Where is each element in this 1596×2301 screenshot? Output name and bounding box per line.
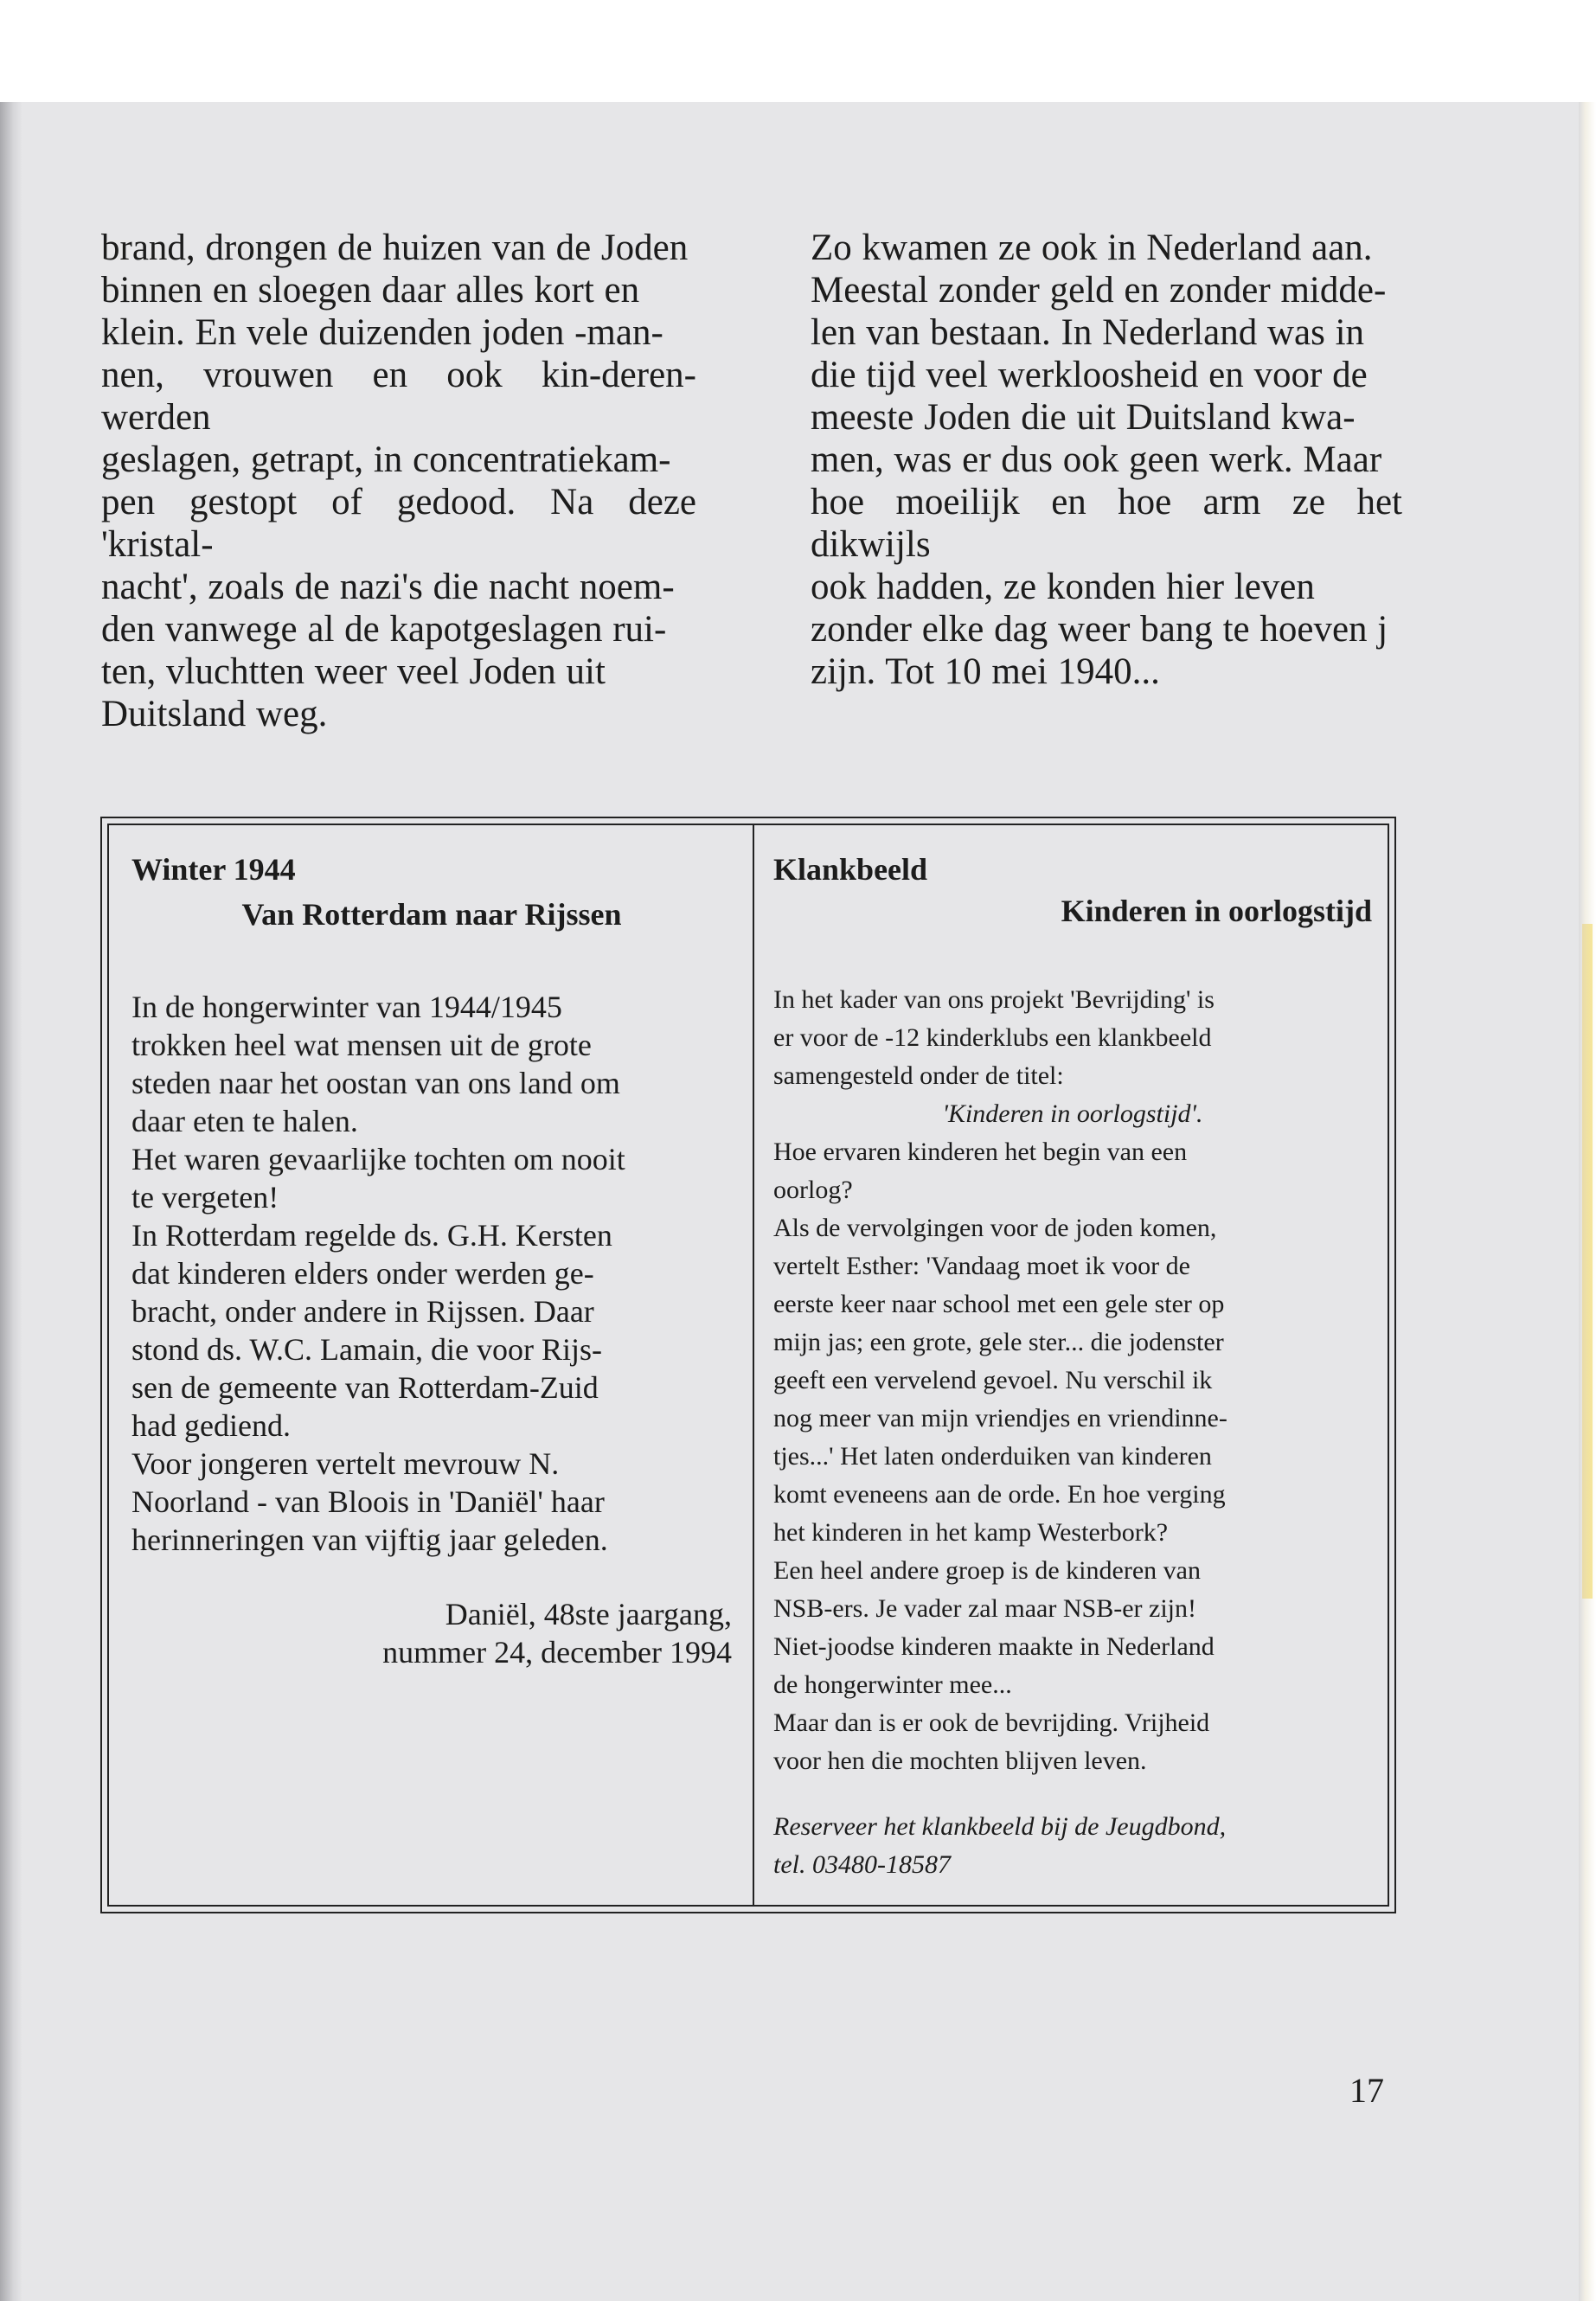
binding-edge xyxy=(0,102,22,2301)
text-line: Als de vervolgingen voor de joden komen, xyxy=(773,1214,1217,1242)
text-line: bracht, onder andere in Rijssen. Daar xyxy=(131,1294,594,1329)
source-credit xyxy=(131,1595,732,1671)
credit-line: nummer 24, december 1994 xyxy=(382,1635,732,1670)
text-line: daar eten te halen. xyxy=(131,1104,358,1138)
winter-subheading: Van Rotterdam naar Rijssen xyxy=(241,897,622,932)
text-line: hoe moeilijk en hoe arm ze het dikwijls xyxy=(811,482,1402,565)
credit-line: Daniël, 48ste jaargang, xyxy=(445,1597,732,1631)
text-line: het kinderen in het kamp Westerbork? xyxy=(773,1518,1169,1547)
text-line: sen de gemeente van Rotterdam-Zuid xyxy=(131,1370,599,1405)
text-line: Het waren gevaarlijke tochten om nooit xyxy=(131,1142,625,1176)
reservation-phone: tel. 03480-18587 xyxy=(773,1850,951,1879)
text-line: binnen en sloegen daar alles kort en xyxy=(101,270,640,311)
klankbeeld-heading: Klankbeeld xyxy=(773,852,928,887)
text-line: zijn. Tot 10 mei 1940... xyxy=(811,651,1160,692)
text-line: len van bestaan. In Nederland was in xyxy=(811,312,1365,353)
text-line: te vergeten! xyxy=(131,1180,279,1215)
text-line: mijn jas; een grote, gele ster... die jodenster xyxy=(773,1328,1224,1356)
text-line: tjes...' Het laten onderduiken van kinderen xyxy=(773,1442,1212,1471)
text-line: eerste keer naar school met een gele ster op xyxy=(773,1290,1225,1318)
klankbeeld-body xyxy=(773,981,1372,1884)
text-line: samengesteld onder de titel: xyxy=(773,1061,1064,1090)
klankbeeld-title: 'Kinderen in oorlogstijd'. xyxy=(942,1099,1203,1128)
text-line: In de hongerwinter van 1944/1945 xyxy=(131,990,562,1024)
text-line: In het kader van ons projekt 'Bevrijding' is xyxy=(773,985,1215,1014)
text-line: Zo kwamen ze ook in Nederland aan. xyxy=(811,228,1373,268)
text-line: klein. En vele duizenden joden -man- xyxy=(101,312,663,353)
info-box xyxy=(107,824,1389,1907)
winter-body xyxy=(131,988,732,1559)
yellow-tab xyxy=(1582,924,1593,1599)
text-line: dat kinderen elders onder werden ge- xyxy=(131,1256,594,1291)
text-line: nen, vrouwen en ook kin-deren- werden xyxy=(101,355,696,438)
text-line: herinneringen van vijftig jaar geleden. xyxy=(131,1522,608,1557)
text-line: Duitsland weg. xyxy=(101,694,328,734)
text-line: Voor jongeren vertelt mevrouw N. xyxy=(131,1446,560,1481)
text-line: nacht', zoals de nazi's die nacht noem- xyxy=(101,567,675,607)
klankbeeld-subheading: Kinderen in oorlogstijd xyxy=(1061,894,1372,928)
text-line: nog meer van mijn vriendjes en vriendinne- xyxy=(773,1404,1227,1433)
text-line: Hoe ervaren kinderen het begin van een xyxy=(773,1138,1188,1166)
text-line: komt eveneens aan de orde. En hoe verging xyxy=(773,1480,1226,1509)
reservation-note xyxy=(773,1808,1372,1884)
text-line: de hongerwinter mee... xyxy=(773,1670,1012,1699)
text-line: trokken heel wat mensen uit de grote xyxy=(131,1028,592,1062)
text-line: geslagen, getrapt, in concentratiekam- xyxy=(101,439,671,480)
left-text-column xyxy=(101,227,696,735)
text-line: Een heel andere groep is de kinderen van xyxy=(773,1556,1201,1585)
page-number: 17 xyxy=(1349,2071,1384,2110)
text-line: ook hadden, ze konden hier leven xyxy=(811,567,1315,607)
text-line: Meestal zonder geld en zonder midde- xyxy=(811,270,1387,311)
text-line: Maar dan is er ook de bevrijding. Vrijheid xyxy=(773,1708,1210,1737)
text-line: oorlog? xyxy=(773,1176,853,1204)
winter-1944-panel xyxy=(109,825,753,1905)
text-line: pen gestopt of gedood. Na deze 'kristal- xyxy=(101,482,696,565)
text-line: In Rotterdam regelde ds. G.H. Kersten xyxy=(131,1218,612,1253)
text-line: vertelt Esther: 'Vandaag moet ik voor de xyxy=(773,1252,1190,1280)
text-line: had gediend. xyxy=(131,1408,291,1443)
winter-heading: Winter 1944 xyxy=(131,852,296,887)
text-line: NSB-ers. Je vader zal maar NSB-er zijn! xyxy=(773,1594,1196,1623)
text-line: geeft een vervelend gevoel. Nu verschil ik xyxy=(773,1366,1213,1394)
text-line: voor hen die mochten blijven leven. xyxy=(773,1747,1147,1775)
text-line: er voor de -12 kinderklubs een klankbeeld xyxy=(773,1023,1212,1052)
klankbeeld-panel xyxy=(754,825,1391,1905)
text-line: stond ds. W.C. Lamain, die voor Rijs- xyxy=(131,1332,602,1367)
page-edge xyxy=(1579,102,1596,2301)
text-line: Niet-joodse kinderen maakte in Nederland xyxy=(773,1632,1215,1661)
text-line: Noorland - van Bloois in 'Daniël' haar xyxy=(131,1484,605,1519)
text-line: men, was er dus ook geen werk. Maar xyxy=(811,439,1382,480)
right-text-column xyxy=(811,227,1402,693)
text-line: meeste Joden die uit Duitsland kwa- xyxy=(811,397,1356,438)
text-line: den vanwege al de kapotgeslagen rui- xyxy=(101,609,667,650)
text-line: brand, drongen de huizen van de Joden xyxy=(101,228,689,268)
text-line: steden naar het oostan van ons land om xyxy=(131,1066,620,1100)
reservation-line: Reserveer het klankbeeld bij de Jeugdbond, xyxy=(773,1812,1227,1841)
text-line: die tijd veel werkloosheid en voor de xyxy=(811,355,1368,395)
text-line: ten, vluchtten weer veel Joden uit xyxy=(101,651,606,692)
text-line: zonder elke dag weer bang te hoeven j xyxy=(811,609,1388,650)
